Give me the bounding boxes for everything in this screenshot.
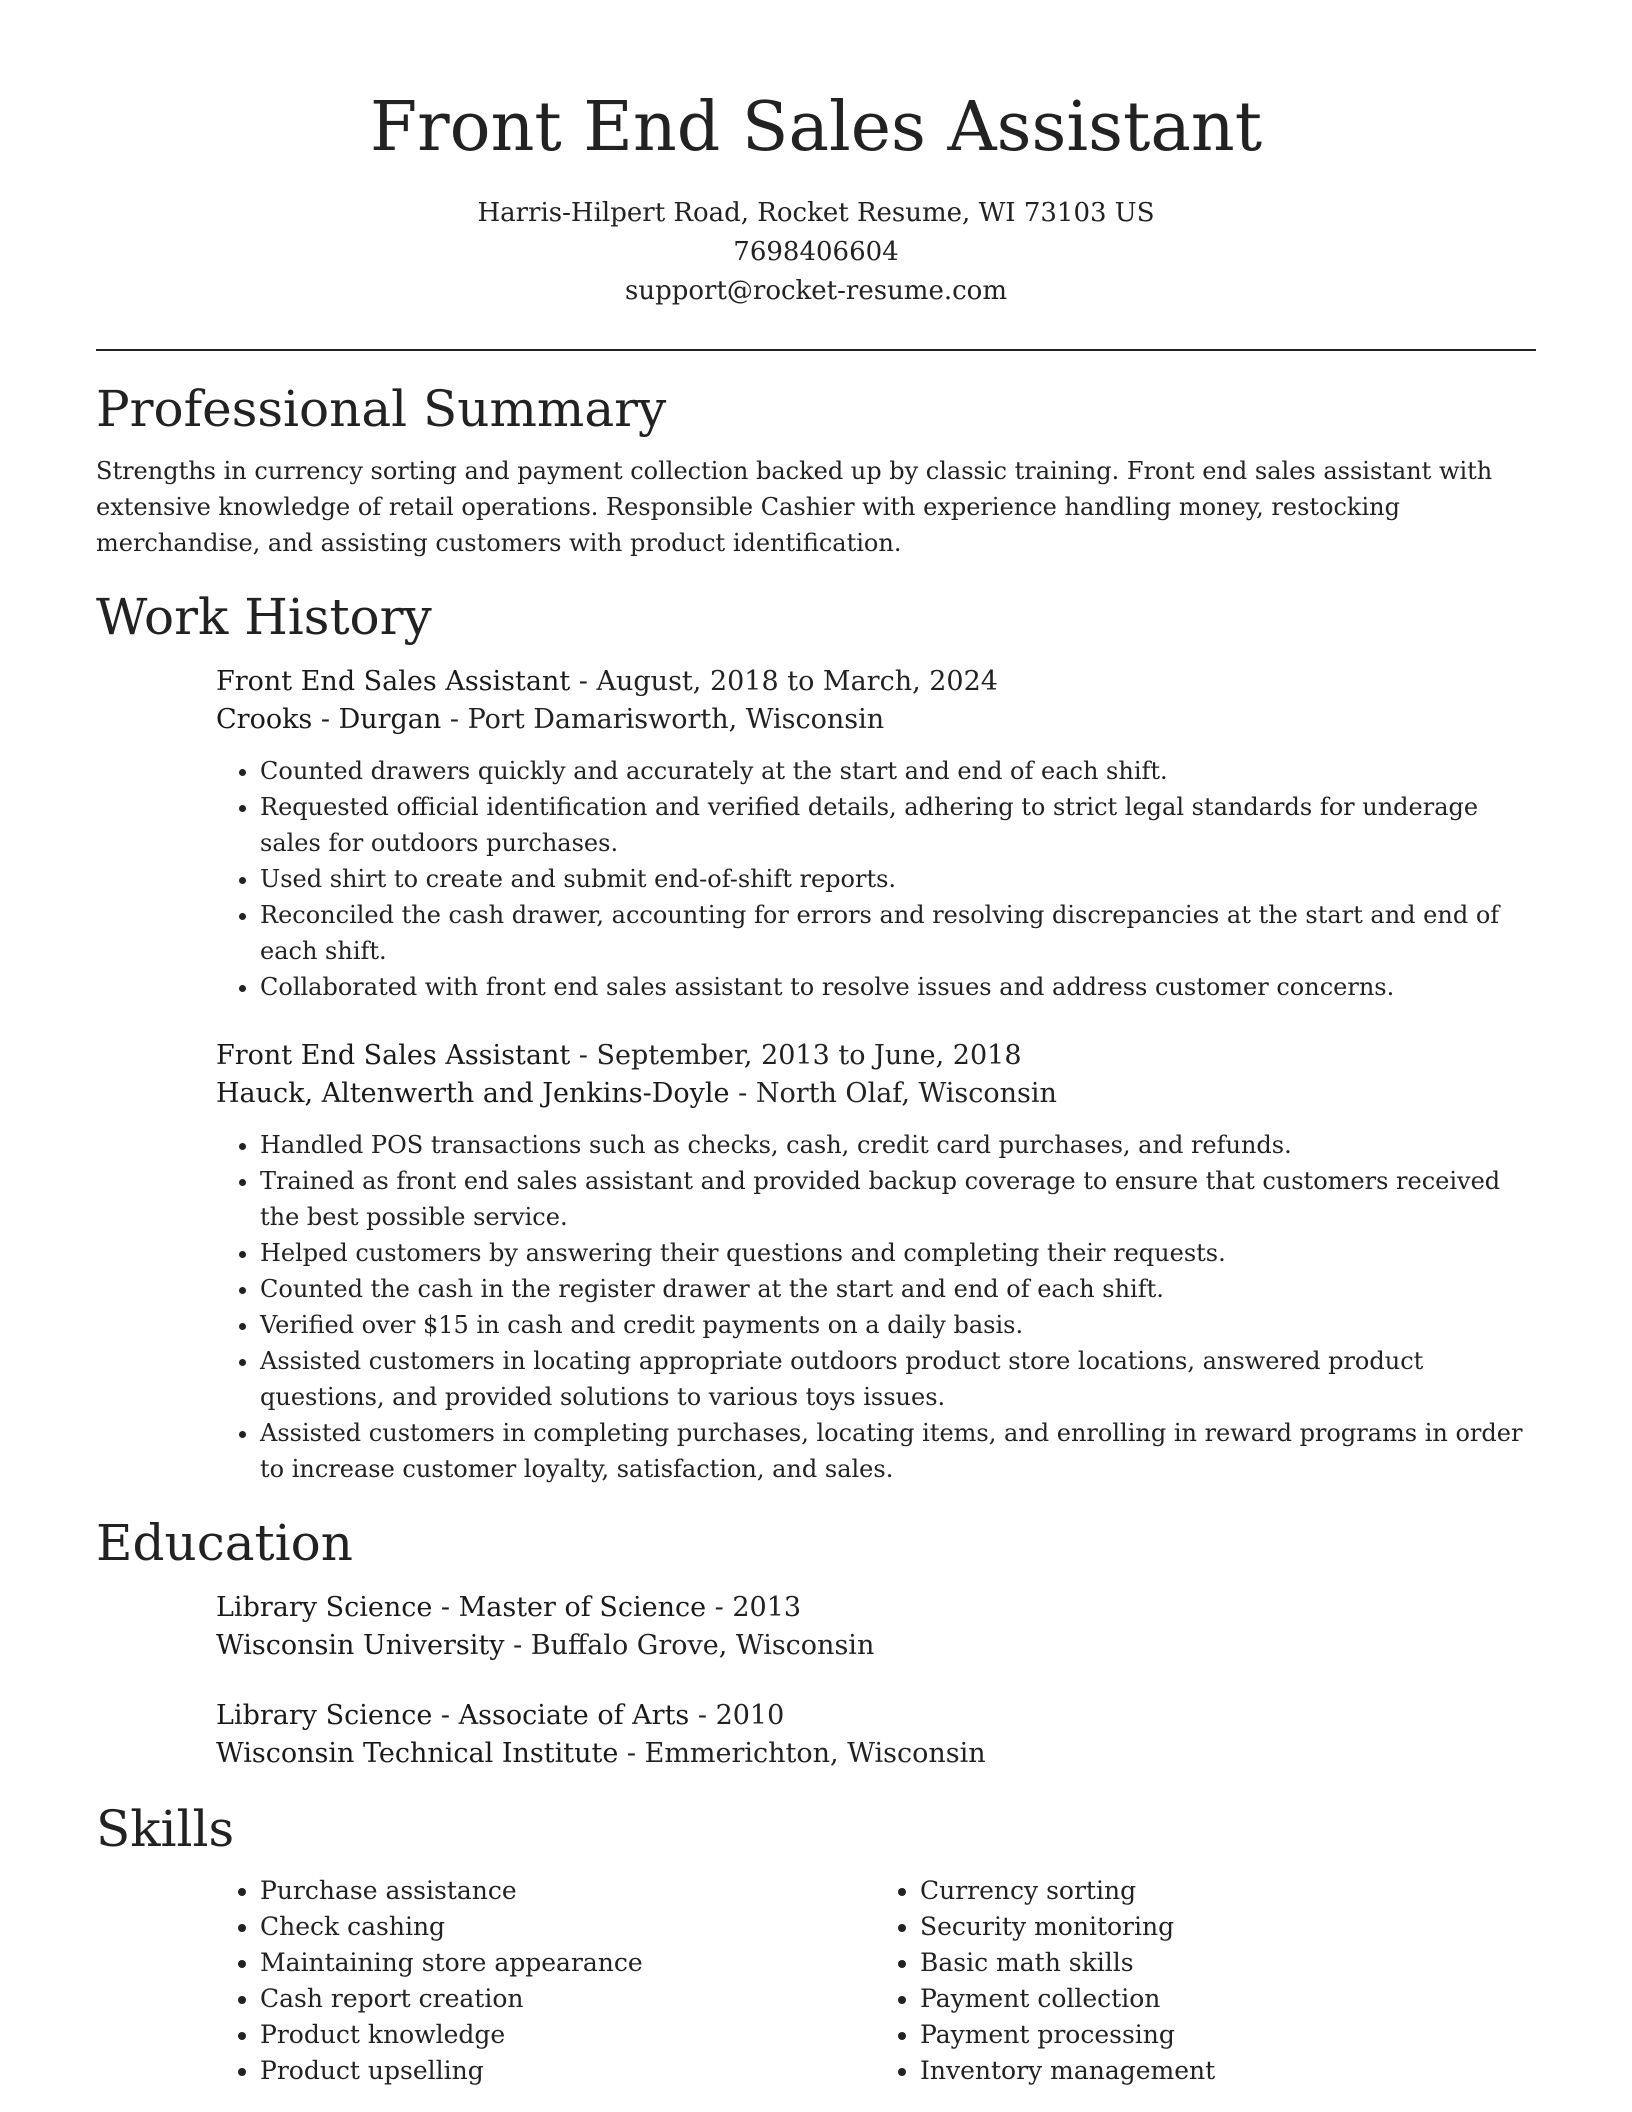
education-location: - Emmerichton, Wisconsin bbox=[618, 1738, 986, 1769]
education-title: Education bbox=[96, 1514, 353, 1572]
job-company-line bbox=[216, 1075, 1536, 1113]
list-item: • Counted drawers quickly and accurately at the start and end of each shift. bbox=[260, 753, 1536, 789]
skills-left-column bbox=[216, 1873, 876, 2089]
contact-info bbox=[96, 194, 1536, 311]
summary-text: Strengths in currency sorting and payment collection backed up by classic training. Front end sales assistant with extensive knowledge of retail operations. Responsible Cashier with experience handling money, restocking merchandise, and assisting customers with product identification. bbox=[96, 457, 1493, 557]
work-title: Work History bbox=[96, 588, 432, 646]
education-location: - Buffalo Grove, Wisconsin bbox=[504, 1630, 875, 1661]
resume-page bbox=[96, 0, 1536, 2089]
education-school: Wisconsin University bbox=[216, 1630, 505, 1661]
list-item: • Cash report creation bbox=[260, 1981, 876, 2017]
list-item: • Collaborated with front end sales assistant to resolve issues and address customer concerns. bbox=[260, 969, 1536, 1005]
education-degree-line bbox=[216, 1697, 1536, 1735]
job-role: Front End Sales Assistant bbox=[216, 1040, 571, 1071]
job-title-line bbox=[216, 1037, 1536, 1075]
education-year: - 2010 bbox=[689, 1700, 785, 1731]
work-section bbox=[96, 587, 1536, 1487]
list-item: • Payment collection bbox=[920, 1981, 1536, 2017]
job-entry bbox=[216, 1037, 1536, 1487]
education-entry bbox=[216, 1697, 1536, 1773]
list-item: • Helped customers by answering their questions and completing their requests. bbox=[260, 1235, 1536, 1271]
list-item: • Security monitoring bbox=[920, 1909, 1536, 1945]
skills-right-column bbox=[876, 1873, 1536, 2089]
education-degree-line bbox=[216, 1589, 1536, 1627]
education-section bbox=[96, 1513, 1536, 1773]
list-item: • Payment processing bbox=[920, 2017, 1536, 2053]
list-item: • Requested official identification and verified details, adhering to strict legal standards for underage sales for outdoors purchases. bbox=[260, 789, 1536, 861]
education-school-line bbox=[216, 1627, 1536, 1665]
skills-columns bbox=[216, 1873, 1536, 2089]
list-item: • Check cashing bbox=[260, 1909, 876, 1945]
job-dates: - September, 2013 to June, 2018 bbox=[570, 1040, 1022, 1071]
list-item: • Reconciled the cash drawer, accounting for errors and resolving discrepancies at the start and end of each shift. bbox=[260, 897, 1536, 969]
education-year: - 2013 bbox=[706, 1592, 802, 1623]
job-location: - North Olaf, Wisconsin bbox=[729, 1078, 1057, 1109]
job-title-line bbox=[216, 663, 1536, 701]
contact-address: Harris-Hilpert Road, Rocket Resume, WI 73103 US bbox=[477, 198, 1155, 228]
education-degree: Library Science - Master of Science bbox=[216, 1592, 707, 1623]
job-dates: - August, 2018 to March, 2024 bbox=[570, 666, 998, 697]
contact-phone: 7698406604 bbox=[733, 237, 899, 267]
job-company: Hauck, Altenwerth and Jenkins-Doyle bbox=[216, 1078, 730, 1109]
skills-title: Skills bbox=[96, 1800, 235, 1858]
education-school-line bbox=[216, 1735, 1536, 1773]
list-item: • Handled POS transactions such as checks, cash, credit card purchases, and refunds. bbox=[260, 1127, 1536, 1163]
job-company: Crooks - Durgan bbox=[216, 704, 442, 735]
list-item: • Currency sorting bbox=[920, 1873, 1536, 1909]
job-bullets bbox=[216, 753, 1536, 1005]
education-entry bbox=[216, 1589, 1536, 1665]
list-item: • Counted the cash in the register drawer at the start and end of each shift. bbox=[260, 1271, 1536, 1307]
list-item: • Verified over $15 in cash and credit payments on a daily basis. bbox=[260, 1307, 1536, 1343]
list-item: • Assisted customers in completing purchases, locating items, and enrolling in reward programs in order to increase customer loyalty, satisfaction, and sales. bbox=[260, 1415, 1536, 1487]
header-divider bbox=[96, 349, 1536, 351]
summary-title: Professional Summary bbox=[96, 380, 667, 438]
job-entry bbox=[216, 663, 1536, 1005]
list-item: • Basic math skills bbox=[920, 1945, 1536, 1981]
summary-section bbox=[96, 379, 1536, 561]
resume-header bbox=[96, 0, 1536, 311]
job-company-line bbox=[216, 701, 1536, 739]
list-item: • Product upselling bbox=[260, 2053, 876, 2089]
education-school: Wisconsin Technical Institute bbox=[216, 1738, 619, 1769]
candidate-name: Front End Sales Assistant bbox=[369, 88, 1263, 167]
job-bullets bbox=[216, 1127, 1536, 1487]
list-item: • Assisted customers in locating appropriate outdoors product store locations, answered product questions, and provided solutions to various toys issues. bbox=[260, 1343, 1536, 1415]
list-item: • Product knowledge bbox=[260, 2017, 876, 2053]
contact-email: support@rocket-resume.com bbox=[624, 276, 1007, 306]
job-location: - Port Damarisworth, Wisconsin bbox=[441, 704, 885, 735]
list-item: • Used shirt to create and submit end-of-shift reports. bbox=[260, 861, 1536, 897]
list-item: • Inventory management bbox=[920, 2053, 1536, 2089]
list-item: • Purchase assistance bbox=[260, 1873, 876, 1909]
list-item: • Trained as front end sales assistant and provided backup coverage to ensure that customers received the best possible service. bbox=[260, 1163, 1536, 1235]
education-degree: Library Science - Associate of Arts bbox=[216, 1700, 690, 1731]
job-role: Front End Sales Assistant bbox=[216, 666, 571, 697]
list-item: • Maintaining store appearance bbox=[260, 1945, 876, 1981]
skills-section bbox=[96, 1799, 1536, 2089]
